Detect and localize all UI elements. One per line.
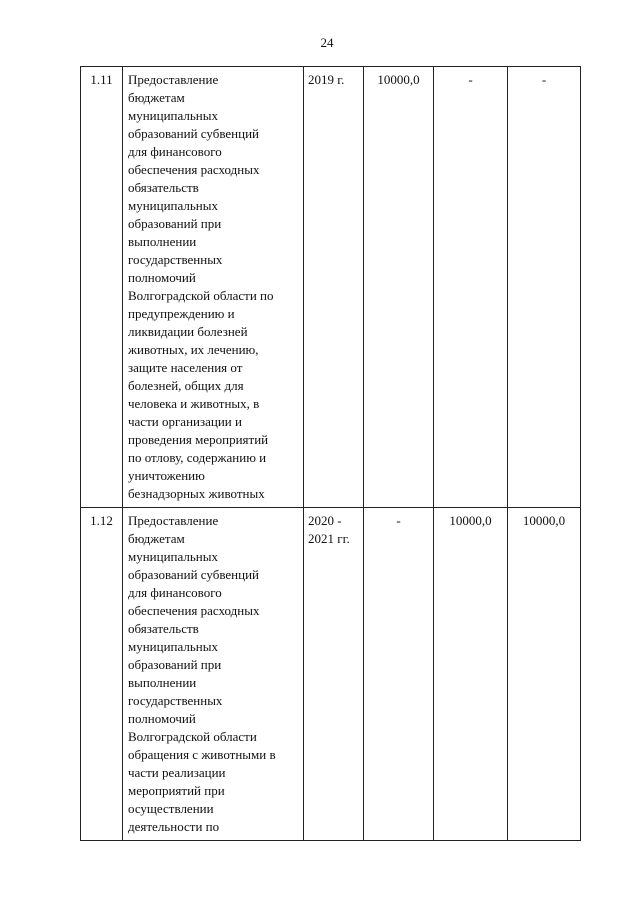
description-line: образований субвенций <box>128 567 260 582</box>
description-line: предупреждению и <box>128 306 235 321</box>
description-line: безнадзорных животных <box>128 486 265 501</box>
description-line: обращения с животными в <box>128 747 276 762</box>
program-measures-table <box>80 66 581 841</box>
description-line: Волгоградской области по <box>128 288 274 303</box>
value-cell-3: - <box>508 67 581 508</box>
row-number: 1.12 <box>81 508 123 841</box>
description-line: муниципальных <box>128 549 219 564</box>
row-number: 1.11 <box>81 67 123 508</box>
description-line: обязательств <box>128 621 199 636</box>
period-line: 2019 г. <box>308 72 345 87</box>
description-line: бюджетам <box>128 90 185 105</box>
description-line: образований при <box>128 216 222 231</box>
description-line: государственных <box>128 693 223 708</box>
description-line: муниципальных <box>128 639 219 654</box>
description-line: человека и животных, в <box>128 396 260 411</box>
description-line: муниципальных <box>128 108 219 123</box>
description-line: ликвидации болезней <box>128 324 248 339</box>
description-line: осуществлении <box>128 801 214 816</box>
table-row <box>81 508 581 841</box>
description-line: муниципальных <box>128 198 219 213</box>
period-line: 2021 гг. <box>308 531 350 546</box>
description-line: полномочий <box>128 711 196 726</box>
period-cell <box>304 508 364 841</box>
description-line: государственных <box>128 252 223 267</box>
description-line: обеспечения расходных <box>128 603 260 618</box>
description-line: образований субвенций <box>128 126 260 141</box>
description-line: защите населения от <box>128 360 243 375</box>
description-line: для финансового <box>128 144 222 159</box>
period-cell <box>304 67 364 508</box>
description-line: выполнении <box>128 234 197 249</box>
description-line: части реализации <box>128 765 226 780</box>
description-line: животных, их лечению, <box>128 342 259 357</box>
description-line: уничтожению <box>128 468 205 483</box>
description-line: обязательств <box>128 180 199 195</box>
table-row <box>81 67 581 508</box>
measure-description <box>123 508 304 841</box>
value-cell-2: - <box>434 67 508 508</box>
page-number: 24 <box>320 35 334 50</box>
description-line: по отлову, содержанию и <box>128 450 267 465</box>
description-line: Предоставление <box>128 513 219 528</box>
description-line: бюджетам <box>128 531 185 546</box>
value-cell-1: 10000,0 <box>364 67 434 508</box>
description-line: для финансового <box>128 585 222 600</box>
description-line: Предоставление <box>128 72 219 87</box>
description-line: обеспечения расходных <box>128 162 260 177</box>
description-line: проведения мероприятий <box>128 432 269 447</box>
measure-description <box>123 67 304 508</box>
value-cell-3: 10000,0 <box>508 508 581 841</box>
description-line: мероприятий при <box>128 783 225 798</box>
description-line: деятельности по <box>128 819 220 834</box>
value-cell-1: - <box>364 508 434 841</box>
description-line: образований при <box>128 657 222 672</box>
value-cell-2: 10000,0 <box>434 508 508 841</box>
description-line: болезней, общих для <box>128 378 244 393</box>
description-line: части организации и <box>128 414 242 429</box>
description-line: Волгоградской области <box>128 729 257 744</box>
description-line: выполнении <box>128 675 197 690</box>
description-line: полномочий <box>128 270 196 285</box>
period-line: 2020 - <box>308 513 342 528</box>
